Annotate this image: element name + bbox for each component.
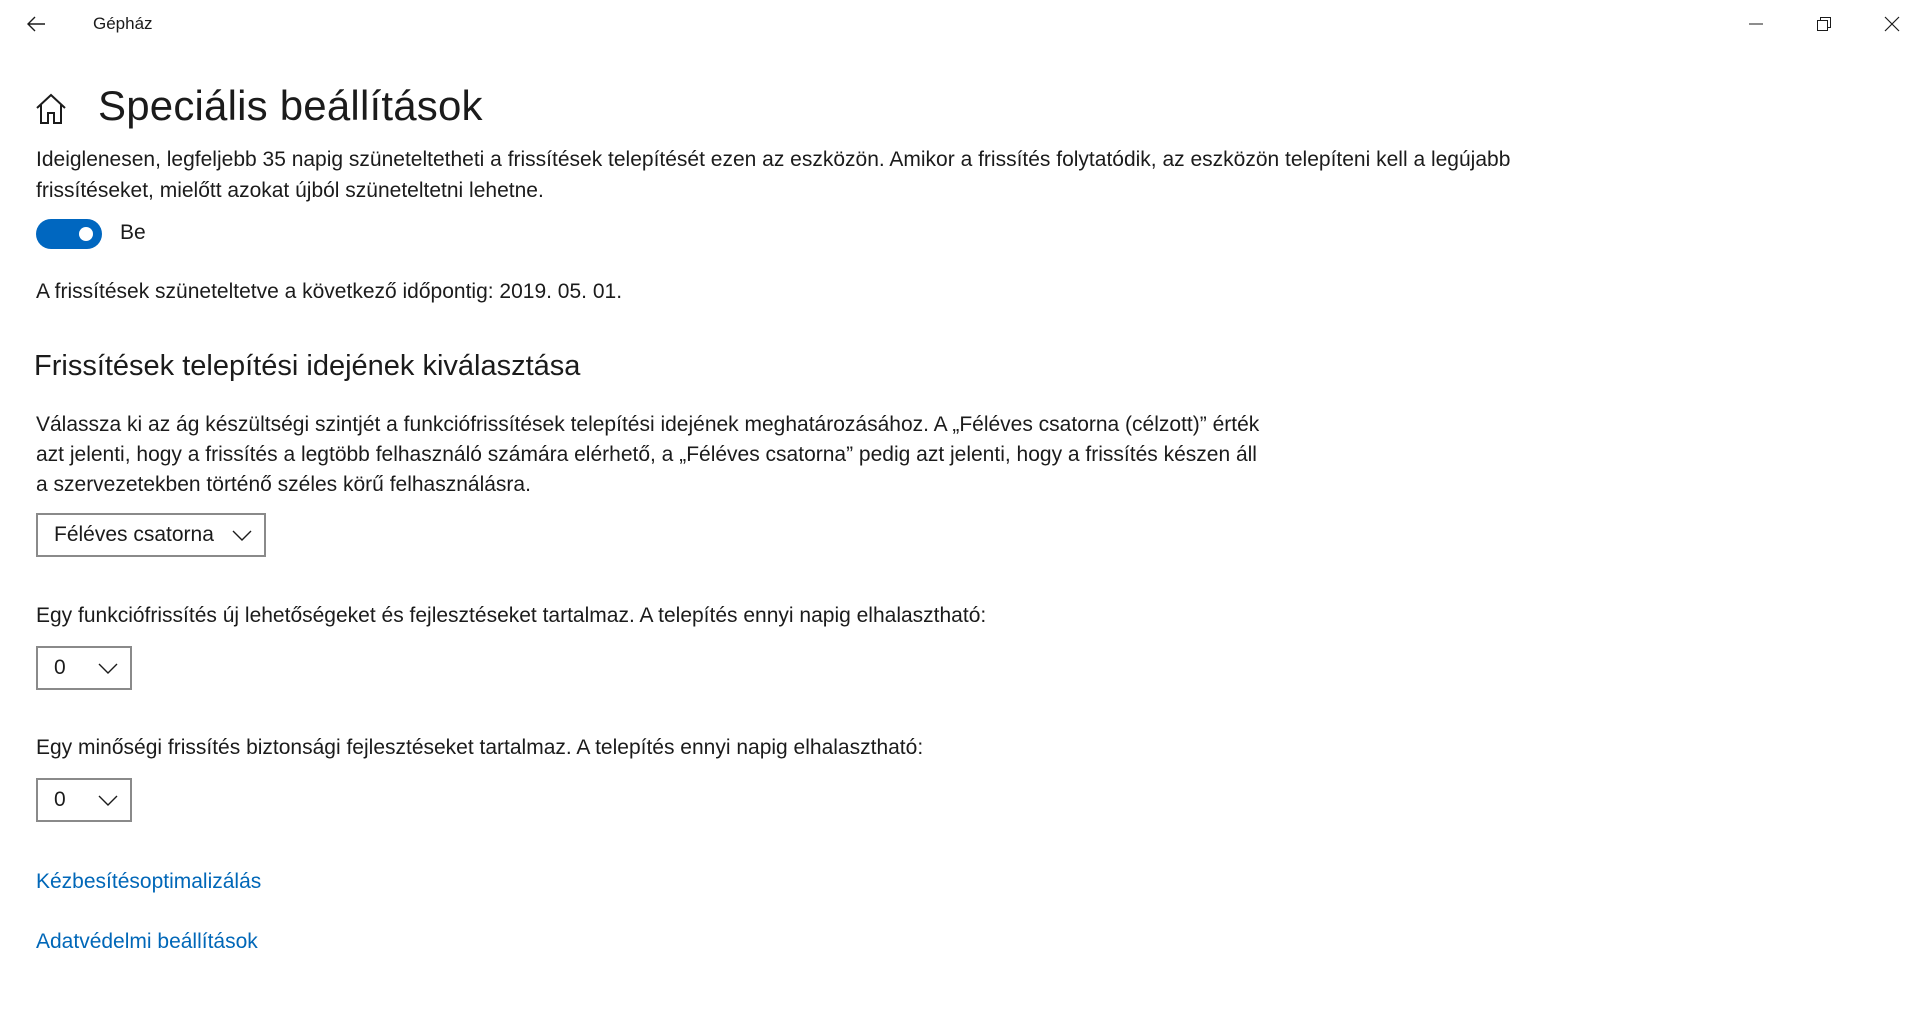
toggle-label: Be xyxy=(120,221,146,244)
app-title: Gépház xyxy=(93,14,153,33)
section-heading: Frissítések telepítési idejének kiválasztása xyxy=(34,350,581,382)
feature-deferral-value: 0 xyxy=(54,656,66,679)
branch-readiness-dropdown[interactable] xyxy=(36,513,266,557)
restore-icon xyxy=(1817,17,1831,31)
quality-update-description: Egy minőségi frissítés biztonsági fejlesztéseket tartalmaz. A telepítés ennyi napig elhalasztható: xyxy=(36,736,924,759)
branch-description: Válassza ki az ág készültségi szintjét a funkciófrissítések telepítési idejének meghatározásához. A „Féléves csatorna (célzott)” érték azt jelenti, hogy a frissítés a legtöbb felhasználó számára elérhető, a „Féléves csatorna” pedig azt jelenti, hogy a frissítés készen áll a szervezetekben történő széles körű felhasználásra. xyxy=(36,413,1260,496)
minimize-button[interactable] xyxy=(1722,0,1790,48)
feature-deferral-dropdown[interactable] xyxy=(36,646,132,690)
restore-button[interactable] xyxy=(1790,0,1858,48)
privacy-settings-link[interactable]: Adatvédelmi beállítások xyxy=(36,930,258,953)
title-bar xyxy=(0,0,1920,48)
pause-updates-toggle[interactable] xyxy=(36,219,102,249)
chevron-down-icon xyxy=(98,660,118,676)
close-icon xyxy=(1884,16,1900,32)
minimize-icon xyxy=(1749,17,1763,31)
close-button[interactable] xyxy=(1858,0,1920,48)
feature-update-description: Egy funkciófrissítés új lehetőségeket és fejlesztéseket tartalmaz. A telepítés ennyi napig elhalasztható: xyxy=(36,604,987,627)
chevron-down-icon xyxy=(98,792,118,808)
pause-status: A frissítések szüneteltetve a következő időpontig: 2019. 05. 01. xyxy=(36,280,623,303)
back-arrow-icon xyxy=(26,15,46,33)
branch-dropdown-value: Féléves csatorna xyxy=(54,523,214,546)
quality-deferral-value: 0 xyxy=(54,788,66,811)
back-button[interactable] xyxy=(18,6,54,42)
page-title: Speciális beállítások xyxy=(98,82,483,129)
quality-deferral-dropdown[interactable] xyxy=(36,778,132,822)
chevron-down-icon xyxy=(232,527,252,543)
home-icon[interactable] xyxy=(34,92,68,126)
delivery-optimization-link[interactable]: Kézbesítésoptimalizálás xyxy=(36,870,262,893)
pause-description: Ideiglenesen, legfeljebb 35 napig szüneteltetheti a frissítések telepítését ezen az eszközön. Amikor a frissítés folytatódik, az eszközön telepíteni kell a legújabb frissítéseket, mielőtt azokat újból szüneteltetni lehetne. xyxy=(36,148,1511,202)
toggle-knob xyxy=(79,227,93,241)
